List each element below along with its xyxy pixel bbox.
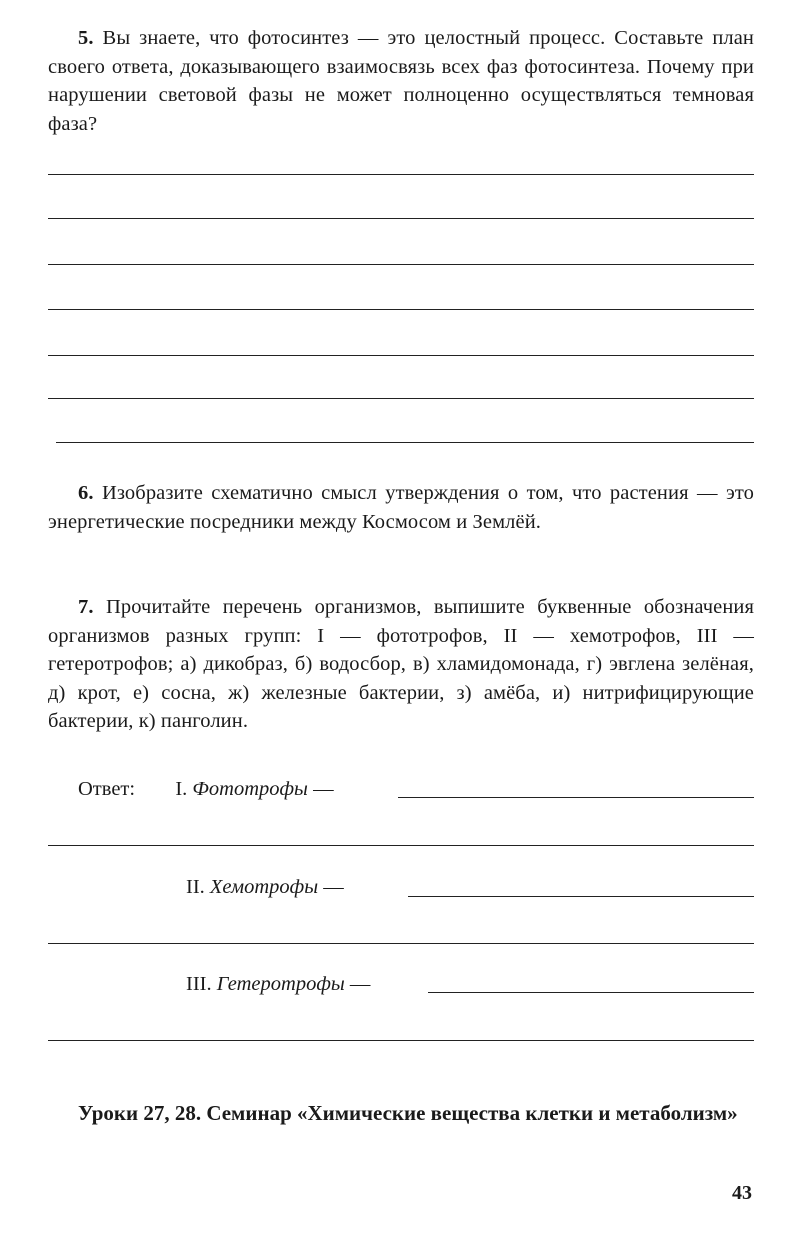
- answer-line[interactable]: [48, 264, 754, 265]
- group-2-number: II.: [186, 876, 205, 898]
- group-1-answer-line[interactable]: [398, 797, 754, 798]
- task-5: [48, 24, 754, 138]
- task-5-number: 5.: [78, 27, 94, 49]
- answer-line[interactable]: [48, 218, 754, 219]
- answer-row-1: [78, 775, 334, 803]
- group-1-number: I.: [175, 778, 188, 800]
- task-6-text: Изобразите схематично смысл утверждения о том, что растения — это энергетические посредники между Космосом и Землёй.: [48, 482, 754, 533]
- answer-line[interactable]: [48, 174, 754, 175]
- task-7-number: 7.: [78, 596, 94, 618]
- task-5-text: Вы знаете, что фотосинтез — это целостный процесс. Составьте план своего ответа, доказывающего взаимосвязь всех фаз фотосинтеза. Почему при нарушении световой фазы не может полноценно осуществляться темновая фаза?: [48, 27, 754, 135]
- answer-row-3: [186, 970, 370, 998]
- group-3-number: III.: [186, 973, 212, 995]
- task-7-text: Прочитайте перечень организмов, выпишите буквенные обозначения организмов разных групп: I — фототрофов, II — хемотрофов, III — гетеротрофов; а) дикобраз, б) водосбор, в) хламидомонада, г) эвглена зелёная, д) крот, е) сосна, ж) железные бактерии, з) амёба, и) нитрифицирующие бактерии, к) панголин.: [48, 596, 754, 732]
- task-6: [48, 479, 754, 536]
- answer-line[interactable]: [48, 398, 754, 399]
- answer-line[interactable]: [48, 309, 754, 310]
- group-2-label: Хемотрофы: [209, 876, 319, 898]
- group-1-dash: —: [313, 778, 334, 800]
- group-2-answer-line-2[interactable]: [48, 943, 754, 944]
- task-6-number: 6.: [78, 482, 94, 504]
- answer-line[interactable]: [56, 442, 754, 443]
- group-3-answer-line-2[interactable]: [48, 1040, 754, 1041]
- task-7: [48, 593, 754, 736]
- answer-row-2: [186, 873, 344, 901]
- group-3-label: Гетеротрофы: [216, 973, 345, 995]
- group-3-answer-line[interactable]: [428, 992, 754, 993]
- group-2-answer-line[interactable]: [408, 896, 754, 897]
- answer-line[interactable]: [48, 355, 754, 356]
- group-1-answer-line-2[interactable]: [48, 845, 754, 846]
- section-heading: Уроки 27, 28. Семинар «Химические вещества клетки и метаболизм»: [78, 1101, 738, 1125]
- group-1-label: Фототрофы: [192, 778, 308, 800]
- group-3-dash: —: [349, 973, 371, 995]
- answer-prefix: Ответ:: [78, 778, 136, 800]
- page-number: 43: [732, 1182, 752, 1204]
- group-2-dash: —: [323, 876, 344, 898]
